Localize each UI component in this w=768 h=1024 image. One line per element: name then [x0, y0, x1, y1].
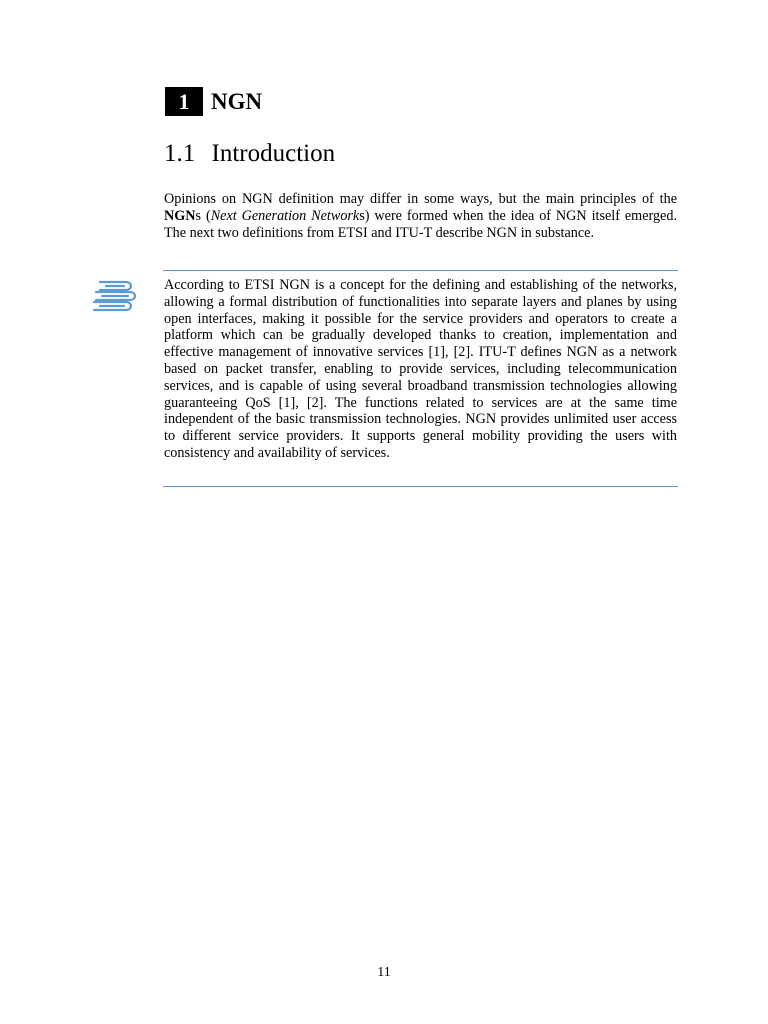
ngn-expansion-italic: Next Generation Network	[210, 207, 360, 224]
chapter-heading	[165, 86, 262, 116]
intro-text-part2: s (	[195, 207, 211, 224]
intro-text-part3: s) were formed when the idea of NGN itself emerged. The next two definitions from ETSI and ITU-T describe NGN in substance.	[164, 207, 677, 241]
books-icon	[90, 276, 140, 314]
definition-text: According to ETSI NGN is a concept for the defining and establishing of the networks, allowing a formal distribution of functionalities into separate layers and planes by using open interfaces, making it possible for the service providers and operators to create a platform which can be gradually developed thanks to creation, implementation and effective management of innovative services [1], [2]. ITU-T defines NGN as a network based on packet transfer, enabling to provide services, including telecommunication services, and is capable of using several broadband transmission technologies allowing guaranteeing QoS [1], [2]. The functions related to services are at the same time independent of the basic transmission technologies. NGN provides unlimited user access to different service providers. It supports general mobility providing the users with consistency and availability of services.	[164, 277, 677, 461]
chapter-number: 1	[165, 87, 203, 116]
definition-box-bottom-rule	[163, 486, 678, 487]
section-title: Introduction	[211, 140, 336, 167]
page-number: 11	[377, 965, 391, 980]
section-number: 1.1	[164, 140, 196, 167]
ngn-bold-term: NGN	[164, 207, 196, 224]
intro-text-part1: Opinions on NGN definition may differ in some ways, but the main principles of the	[164, 191, 677, 207]
definition-box-top-rule	[163, 270, 678, 271]
books-icon-graphic	[90, 276, 140, 314]
section-heading	[164, 138, 335, 170]
intro-paragraph	[164, 191, 677, 241]
chapter-title: NGN	[211, 88, 263, 114]
